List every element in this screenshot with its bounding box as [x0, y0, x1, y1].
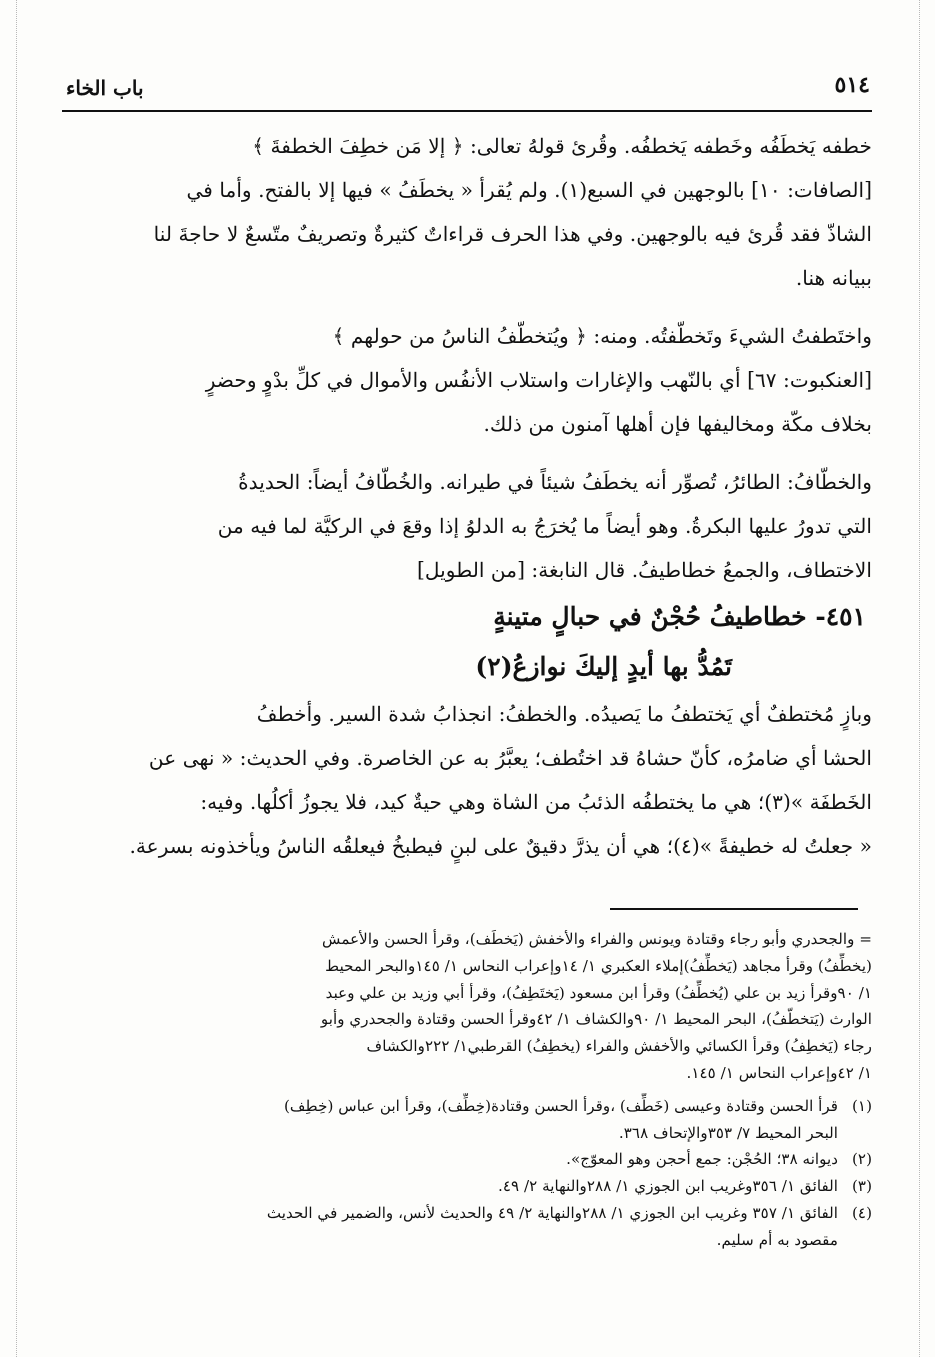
- page-header: [62, 66, 872, 112]
- footnote-continuation: [62, 926, 872, 1087]
- paragraph: [62, 692, 872, 868]
- footnote-number: (١): [851, 1096, 872, 1115]
- text-line: بخلاف مكّة ومخاليفها فإن أهلها آمنون من ذلك.: [483, 412, 872, 436]
- text-line: الخَطفَة »(٣)؛ هي ما يختطفُه الذئبُ من الشاة وهي حيةٌ كيد، فلا يجوزُ أكلُها. وفيه:: [200, 790, 872, 814]
- footnote-number: (٣): [851, 1177, 872, 1196]
- right-edge-dots: [919, 0, 920, 1357]
- footnotes: [62, 926, 872, 1254]
- text-line: [الصافات: ١٠] بالوجهين في السبع(١). ولم يُقرأ « يخطَفُ » فيها إلا بالفتح. وأما في: [186, 178, 872, 202]
- footnote-line: مقصود به أم سليم.: [716, 1230, 838, 1249]
- text-line: [العنكبوت: ٦٧] أي بالنّهب والإغارات واستلاب الأنفُس والأموال في كلِّ بدْوٍ وحضرٍ: [205, 368, 872, 392]
- footnote-line: الوارث (يَتخطّفُ)، البحر المحيط ١/ ٩٠والكشاف ١/ ٤٢وقرأ الحسن وقتادة والجحدري وأبو: [320, 1010, 872, 1029]
- footnote-line: = والجحدري وأبو رجاء وقتادة ويونس والفراء والأخفش (يَخطَف)، وقرأ الحسن والأعمش: [321, 930, 872, 948]
- verse-line-2: تَمُدُّ بها أيدٍ إليكَ نوازعُ(٢): [475, 652, 732, 681]
- left-edge-dots: [16, 0, 17, 1357]
- text-line: الشاذّ فقد قُرئ فيه بالوجهين. وفي هذا الحرف قراءاتٌ كثيرةٌ وتصريفٌ متّسعٌ لا حاجةَ لنا: [153, 222, 872, 246]
- text-line: الحشا أي ضامرُه، كأنّ حشاهُ قد اختُطف؛ يعبَّرُ به عن الخاصرة. وفي الحديث: « نهى عن: [148, 746, 872, 770]
- text-line: وبازٍ مُختطفٌ أي يَختطفُ ما يَصيدُه. والخطفُ: انجذابُ شدة السير. وأخطفُ: [256, 702, 872, 726]
- poetry-verse: [62, 592, 872, 692]
- footnote-line: ١/ ٩٠وقرأ زيد بن علي (يُخطِّفُ) وقرأ ابن مسعود (يَختَطِفُ)، وقرأ أبي وزيد بن علي وعبد: [325, 983, 872, 1002]
- text-line: التي تدورُ عليها البكرةُ. وهو أيضاً ما يُخرَجُ به الدلوُ إذا وقعَ في الركيَّة لما فيه من: [217, 514, 872, 538]
- text-line: واختَطفتُ الشيءَ وتَخطّفتُه. ومنه: ﴿ ويُتخطّفُ الناسُ من حولهم ﴾: [332, 324, 872, 348]
- main-text: [62, 124, 872, 868]
- text-line: ببيانه هنا.: [795, 266, 872, 290]
- footnote-line: الفائق ١/ ٣٥٦وغريب ابن الجوزي ١/ ٢٨٨والنهاية ٢/ ٤٩.: [498, 1177, 838, 1196]
- text-line: الاختطاف، والجمعُ خطاطيفُ. قال النابغة: [من الطويل]: [416, 558, 872, 582]
- chapter-title: باب الخاء: [66, 76, 144, 100]
- footnote-3: [62, 1173, 872, 1200]
- text-line: والخطّافُ: الطائرُ، تُصوِّر أنه يخطَفُ شيئاً في طيرانه. والخُطّافُ أيضاً: الحديدةُ: [238, 470, 872, 494]
- paragraph: [62, 124, 872, 300]
- footnote-2: [62, 1146, 872, 1173]
- text-line: « جعلتُ له خطيفةً »(٤)؛ هي أن يذرَّ دقيقٌ على لبنٍ فيطبخُ فيعلقُه الناسُ ويأخذونه بسرعة.: [129, 834, 872, 858]
- footnote-line: ديوانه ٣٨؛ الحُجْن: جمع أحجن وهو المعوّج».: [566, 1150, 838, 1169]
- paragraph: [62, 460, 872, 592]
- footnote-line: (يخطِّفُ) وقرأ مجاهد (يَخطِّفُ)إملاء العكبري ١/ ١٤وإعراب النحاس ١/ ١٤٥والبحر المحيط: [325, 956, 872, 975]
- paragraph: [62, 314, 872, 446]
- footnote-number: (٤): [851, 1203, 872, 1222]
- footnote-line: البحر المحيط ٧/ ٣٥٣والإتحاف ٣٦٨.: [618, 1123, 838, 1142]
- footnote-4: [62, 1200, 872, 1254]
- footnote-number: (٢): [851, 1150, 872, 1169]
- text-line: خطفه يَخطَفُه وخَطفه يَخطفُه. وقُرئ قولهُ تعالى: ﴿ إلا مَن خطِفَ الخطفةَ ﴾: [252, 134, 872, 158]
- footnote-line: رجاء (يَخطِفُ) وقرأ الكسائي والأخفش والفراء (يخطِفُ) القرطبي١/ ٢٢٢والكشاف: [366, 1037, 872, 1056]
- footnote-line: الفائق ١/ ٣٥٧ وغريب ابن الجوزي ١/ ٢٨٨والنهاية ٢/ ٤٩ والحديث لأنس، والضمير في الحديث: [266, 1203, 838, 1222]
- footnote-line: قرأ الحسن وقتادة وعيسى (خَطِّف) ،وقرأ الحسن وقتادة(خِطِّف)، وقرأ ابن عباس (خِطِف): [284, 1096, 838, 1115]
- page-number: ٥١٤: [834, 72, 870, 98]
- verse-line-1: ٤٥١- خطاطيفُ حُجْنٌ في حبالٍ متينةٍ: [493, 602, 866, 631]
- footnote-line: ١/ ٤٢وإعراب النحاس ١/ ١٤٥.: [686, 1063, 872, 1082]
- footnote-1: [62, 1093, 872, 1147]
- footnote-separator: [610, 908, 858, 910]
